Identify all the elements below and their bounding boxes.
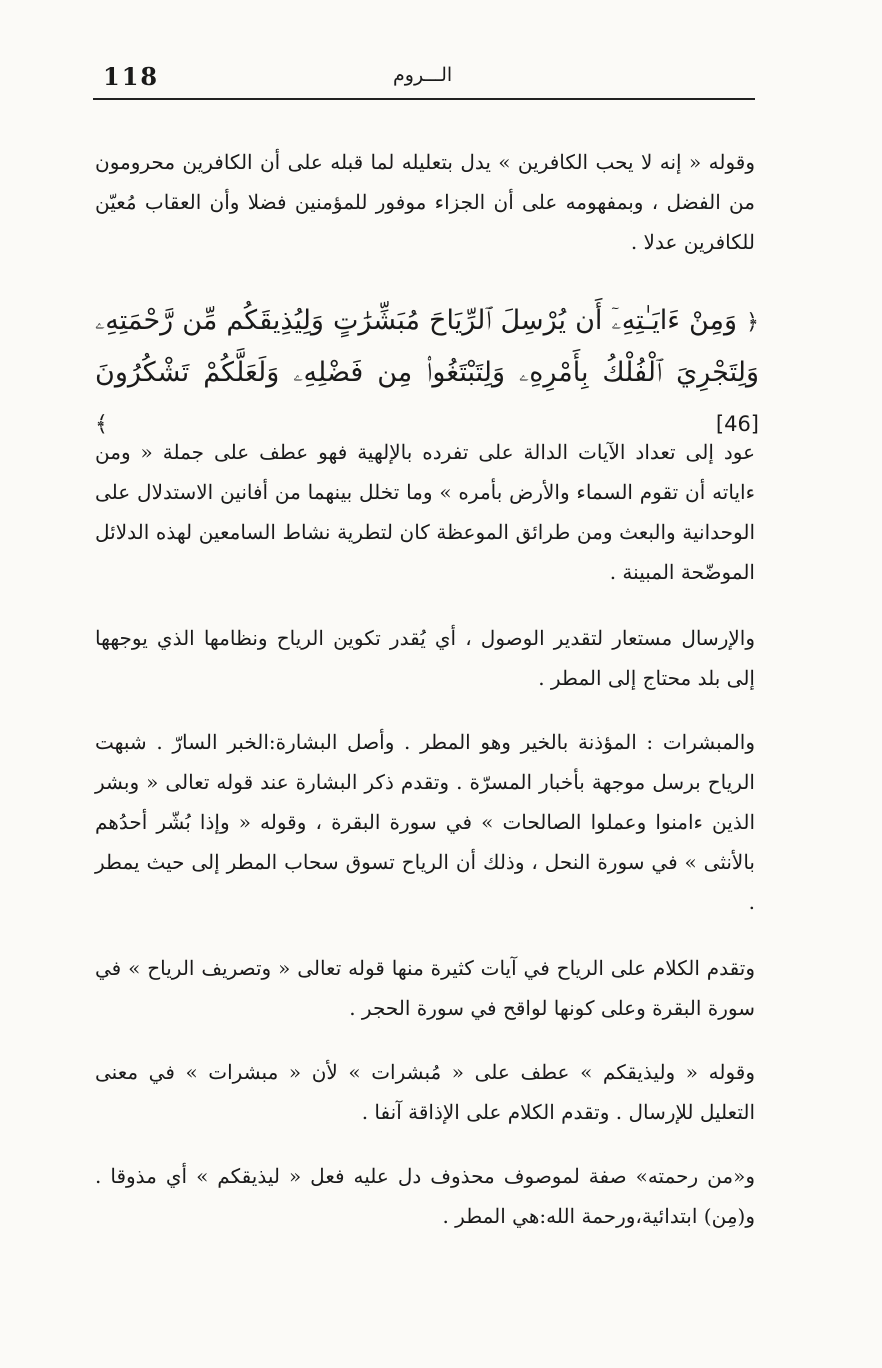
paragraph-4: والمبشرات : المؤذنة بالخير وهو المطر . وأصل البشارة:الخبر السارّ . شبهت الرياح برسل موجهة بأخبار المسرّة . وتقدم ذكر البشارة عند قوله تعالى « وبشر الذين ءامنوا وعملوا الصالحات » في سورة البقرة ، وقوله « وإذا بُشّر أحدُهم بالأنثى » في سورة النحل ، وذلك أن الرياح تسوق سحاب المطر إلى حيث يمطر .	[95, 730, 755, 914]
paragraph-6: وقوله « وليذيقكم » عطف على « مُبشرات » لأن « مبشرات » في معنى التعليل للإرسال . وتقدم الكلام على الإذاقة آنفا .	[95, 1060, 755, 1124]
quran-verse	[95, 296, 759, 450]
verse-open-ornament: ﴿	[746, 310, 759, 335]
verse-text: وَمِنْ ءَايَـٰتِهِۦٓ أَن يُرْسِلَ ٱلرِّيَاحَ مُبَشِّرَٰتٍ وَلِيُذِيقَكُم مِّن رَّحْمَتِهِۦ وَلِتَجْرِيَ ٱلْفُلْكُ بِأَمْرِهِۦ وَلِتَبْتَغُوا۟ مِن فَضْلِهِۦ وَلَعَلَّكُمْ تَشْكُرُونَ	[95, 305, 759, 388]
page-number: 118	[103, 62, 160, 91]
paragraph-7: و«من رحمته» صفة لموصوف محذوف دل عليه فعل « ليذيقكم » أي مذوقا . و(مِن) ابتدائية،ورحمة الله:هي المطر .	[95, 1164, 755, 1228]
paragraph-3: والإرسال مستعار لتقدير الوصول ، أي يُقدر تكوين الرياح ونظامها الذي يوجهها إلى بلد محتاج إلى المطر .	[95, 626, 755, 690]
page-header	[93, 58, 755, 100]
verse-number: [46]	[715, 412, 759, 436]
running-title: الـــروم	[393, 64, 453, 86]
paragraph-2: عود إلى تعداد الآيات الدالة على تفرده بالإلهية فهو عطف على جملة « ومن ءاياته أن تقوم السماء والأرض بأمره » وما تخلل بينهما من أفانين الاستدلال على الوحدانية والبعث ومن طرائق الموعظة كان لتطرية نشاط السامعين لهذه الدلائل الموضّحة المبينة .	[95, 440, 755, 584]
verse-close-ornament: ﴾	[95, 412, 108, 437]
paragraph-1: وقوله « إنه لا يحب الكافرين » يدل بتعليله لما قبله على أن الكافرين محرومون من الفضل ، وبمفهومه على أن الجزاء موفور للمؤمنين فضلا وأن العقاب مُعيّن للكافرين عدلا .	[95, 150, 755, 254]
paragraph-5: وتقدم الكلام على الرياح في آيات كثيرة منها قوله تعالى « وتصريف الرياح » في سورة البقرة وعلى كونها لواقح في سورة الحجر .	[95, 956, 755, 1020]
